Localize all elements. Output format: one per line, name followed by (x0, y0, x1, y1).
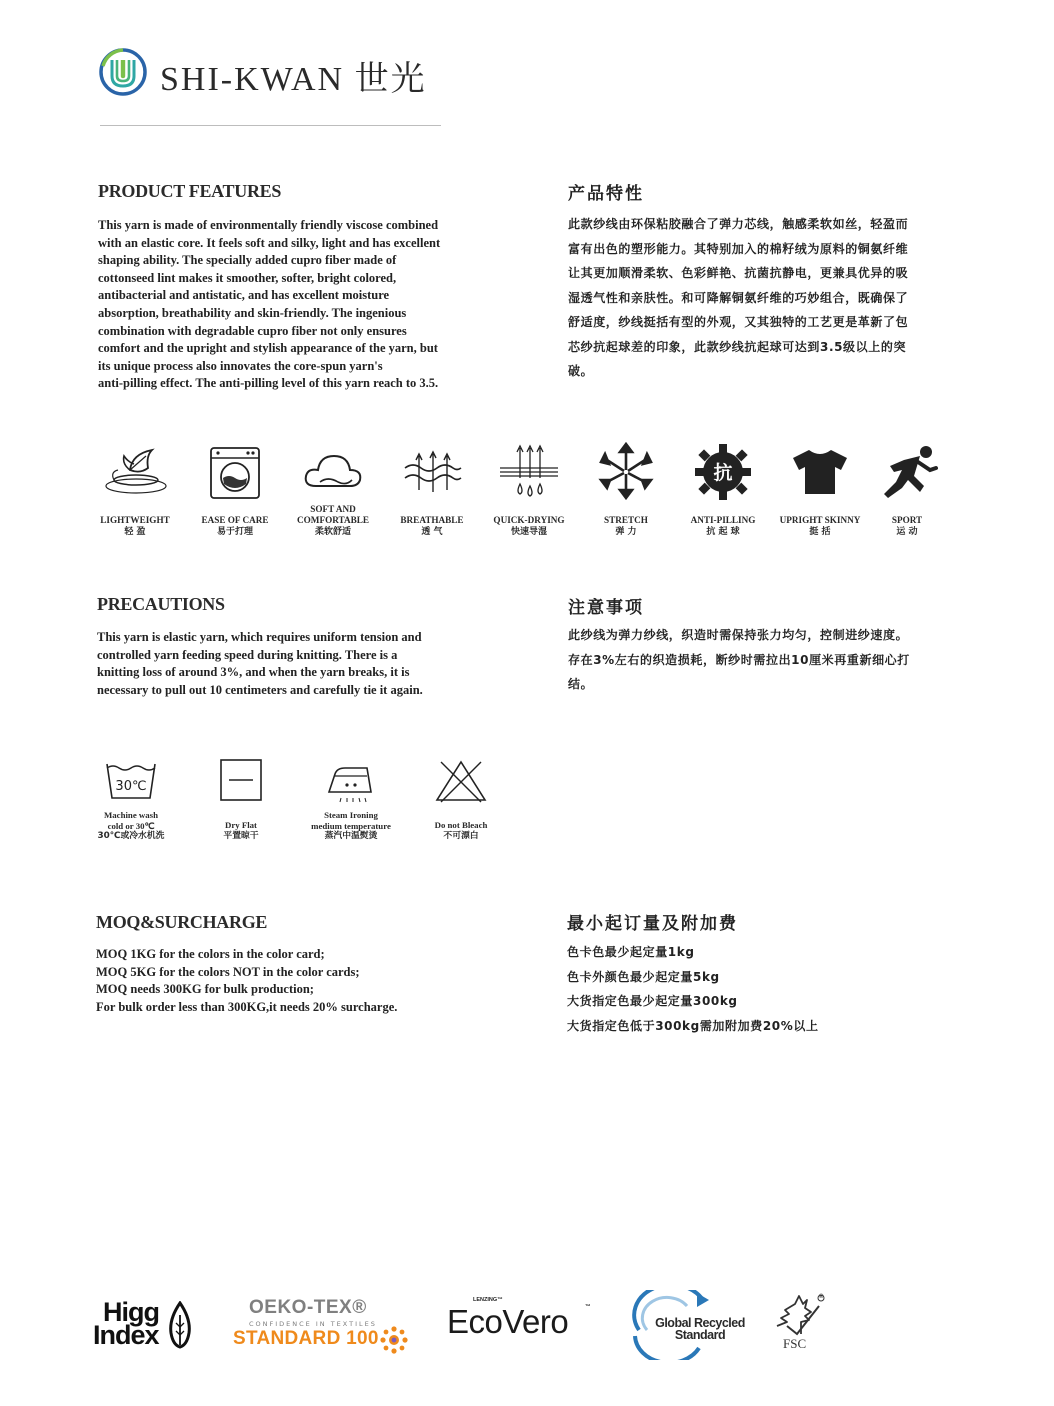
product-features-body-en (98, 217, 440, 393)
moq-title: MOQ&SURCHARGE (96, 912, 268, 932)
fsc-registered-mark: ® (819, 1294, 824, 1300)
feature-label-en: BREATHABLE (400, 515, 464, 525)
paragraph-line: 大货指定色最少起定量300kg (567, 994, 738, 1008)
steam-iron-icon (323, 758, 379, 804)
stretch-arrows-icon (591, 442, 661, 502)
precautions-body-cn (568, 623, 910, 697)
care-label-cn: 不可漂白 (443, 830, 479, 841)
precautions-body-en (97, 629, 423, 699)
care-label-cn: 平置晾干 (223, 830, 259, 841)
care-label-en: Steam Ironing (324, 810, 378, 820)
feature-label-en-line1: SOFT AND (310, 504, 356, 514)
feature-soft-comfortable (278, 442, 388, 537)
feature-label-en: LIGHTWEIGHT (100, 515, 170, 525)
runner-sport-icon (872, 442, 942, 502)
washing-machine-icon (200, 442, 270, 502)
breathable-waves-icon (397, 442, 467, 502)
paragraph-line: 色卡外颜色最少起定量5kg (567, 969, 720, 984)
feature-ease-of-care (180, 442, 290, 537)
ecovero-logo (447, 1297, 591, 1341)
care-label-en: Machine wash (103, 810, 158, 820)
ecovero-tm: ™ (585, 1304, 591, 1310)
dry-flat-icon (213, 758, 269, 804)
quick-drying-drops-icon (494, 442, 564, 502)
feature-label-cn: 轻 盈 (124, 527, 146, 537)
paragraph-line: MOQ 5KG for the colors NOT in the color cards; (96, 964, 360, 979)
paragraph-line: 结。 (568, 677, 594, 691)
paragraph-line: anti-pilling effect. The anti-pilling level of this yarn reach to 3.5. (98, 376, 439, 391)
higg-index-logo (93, 1297, 159, 1350)
precautions-title-cn: 注意事项 (568, 598, 644, 618)
feature-lightweight (80, 442, 190, 537)
feature-label-en: UPRIGHT SKINNY (779, 515, 861, 525)
paragraph-line: antibacterial and antistatic, and has excellent moisture (98, 288, 390, 303)
paragraph-line: 舒适度，纱线挺括有型的外观，又其独特的工艺更是革新了包 (568, 315, 909, 329)
paragraph-line: This yarn is elastic yarn, which requires uniform tension and (97, 630, 422, 644)
feather-lightweight-icon (100, 442, 170, 502)
precautions-title: PRECAUTIONS (97, 594, 225, 614)
paragraph-line: absorption, breathability and skin-friendly. The ingenious (98, 305, 407, 320)
feature-label-cn: 柔软舒适 (314, 527, 351, 537)
moq-body-en (96, 946, 397, 1016)
higg-leaf-icon (167, 1301, 193, 1351)
feature-stretch (571, 442, 681, 537)
feature-sport (852, 442, 962, 537)
feature-label-en: COMFORTABLE (297, 515, 369, 525)
paragraph-line: 富有出色的塑形能力。其特别加入的棉籽绒为原料的铜氨纤维 (568, 241, 909, 256)
care-label-cn: 蒸汽中温熨烫 (324, 831, 378, 841)
paragraph-line: controlled yarn feeding speed during knitting. There is a (97, 647, 398, 662)
oeko-tex-title: OEKO-TEX® (249, 1297, 367, 1318)
ecovero-text: EcoVero (447, 1303, 569, 1340)
paragraph-line: combination with degradable cupro fiber not only ensures (98, 323, 407, 338)
feature-label-cn: 快速导湿 (510, 527, 547, 537)
anti-pilling-glyph: 抗 (713, 462, 733, 484)
care-label-en: Dry Flat (224, 820, 257, 830)
paragraph-line: knitting loss of around 3%, and when the yarn breaks, it is (97, 665, 410, 680)
feature-anti-pilling (668, 442, 778, 537)
oeko-tex-standard: STANDARD 100 (233, 1328, 379, 1349)
feature-label-en: ANTI-PILLING (690, 515, 756, 525)
feature-label-cn: 弹 力 (615, 527, 637, 537)
care-machine-wash (76, 758, 186, 841)
care-label-en: medium temperature (311, 820, 391, 831)
care-dry-flat (186, 758, 296, 841)
paragraph-line: comfort and the upright and stylish appearance of the yarn, but (98, 341, 438, 356)
anti-pilling-gear-icon (688, 442, 758, 502)
feature-quick-drying (474, 442, 584, 537)
cloud-soft-icon (298, 442, 368, 502)
care-do-not-bleach (406, 758, 516, 841)
paragraph-line: MOQ needs 300KG for bulk production; (96, 982, 314, 997)
product-features-body-cn (568, 212, 908, 384)
shikwan-logo-icon (98, 48, 148, 96)
paragraph-line: 色卡色最少起定量1kg (567, 945, 695, 959)
paragraph-line: cottonseed lint makes it smoother, softer, bright colored, (98, 270, 397, 285)
higg-text-line2: Index (93, 1320, 159, 1350)
paragraph-line: with an elastic core. It feels soft and silky, light and has excellent (98, 235, 441, 250)
paragraph-line: 让其更加顺滑柔软、色彩鲜艳、抗菌抗静电，更兼具优异的吸 (568, 266, 909, 280)
header-divider (100, 125, 441, 126)
feature-label-en: STRETCH (604, 515, 648, 525)
higg-text-line1: Higg (103, 1297, 159, 1327)
care-label-cn: 30℃或冷水机洗 (97, 831, 165, 841)
lenzing-label: LENZING™ (473, 1297, 503, 1303)
feature-label-cn: 运 动 (896, 527, 918, 537)
feature-label-en: QUICK-DRYING (493, 515, 565, 525)
moq-title-cn: 最小起订量及附加费 (567, 914, 738, 934)
brand-name: SHI-KWAN 世光 (160, 61, 427, 98)
paragraph-line: 存在3%左右的织造损耗，断纱时需拉出10厘米再重新细心打 (568, 652, 910, 667)
grs-line2: Standard (674, 1328, 726, 1342)
paragraph-line: shaping ability. The specially added cupro fiber made of (98, 253, 397, 268)
oeko-tex-flower-icon (379, 1325, 409, 1355)
moq-body-cn (567, 940, 819, 1038)
paragraph-line: 破。 (568, 364, 594, 378)
product-features-title: PRODUCT FEATURES (98, 181, 282, 201)
oeko-tex-tagline: CONFIDENCE IN TEXTILES (249, 1320, 377, 1328)
paragraph-line: necessary to pull out 10 centimeters and carefully tie it again. (97, 682, 423, 697)
fsc-text: FSC (783, 1336, 807, 1351)
paragraph-line: 此款纱线由环保粘胶融合了弹力芯线，触感柔软如丝，轻盈而 (568, 217, 909, 231)
feature-breathable (377, 442, 487, 537)
feature-label-cn: 挺 括 (809, 527, 831, 537)
oeko-tex-logo (233, 1297, 379, 1350)
paragraph-line: MOQ 1KG for the colors in the color card; (96, 947, 325, 961)
feature-label-cn: 易于打理 (216, 527, 253, 537)
tshirt-icon (785, 442, 855, 502)
wash-temperature: 30℃ (115, 779, 147, 794)
feature-label-en: SPORT (891, 515, 923, 525)
paragraph-line: 湿透气性和亲肤性。和可降解铜氨纤维的巧妙组合，既确保了 (568, 290, 909, 305)
paragraph-line: For bulk order less than 300KG,it needs 20% surcharge. (96, 999, 398, 1014)
paragraph-line: 大货指定色低于300kg需加附加费20%以上 (567, 1018, 819, 1033)
wash-30c-icon (103, 758, 159, 804)
care-steam-ironing (296, 758, 406, 841)
paragraph-line: its unique process also innovates the core-spun yarn's (98, 358, 383, 373)
paragraph-line: 芯纱抗起球差的印象，此款纱线抗起球可达到3.5级以上的突 (568, 339, 907, 354)
feature-label-cn: 抗 起 球 (706, 527, 740, 537)
care-label-en: cold or 30℃ (107, 820, 155, 831)
grs-line1: Global Recycled (655, 1316, 745, 1330)
paragraph-line: This yarn is made of environmentally friendly viscose combined (98, 218, 439, 232)
fsc-logo (773, 1292, 833, 1356)
paragraph-line: 此纱线为弹力纱线，织造时需保持张力均匀，控制进纱速度。 (568, 628, 909, 642)
feature-label-en: EASE OF CARE (201, 515, 269, 525)
care-label-en: Do not Bleach (434, 820, 488, 830)
product-features-title-cn: 产品特性 (568, 184, 644, 204)
global-recycled-standard-logo (627, 1290, 755, 1360)
feature-label-cn: 透 气 (421, 527, 443, 537)
do-not-bleach-icon (433, 758, 489, 804)
